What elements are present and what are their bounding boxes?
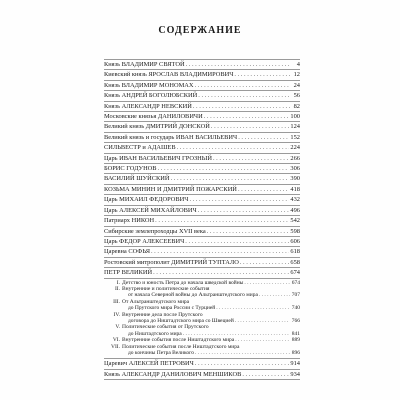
toc-entry-title: Сибирские землепроходцы XVII века [104,227,206,235]
leader-dots [177,143,290,152]
page-title: СОДЕРЖАНИЕ [158,25,242,36]
toc-subentry-page: 766 [291,317,300,324]
toc-subentry-page: 740 [291,305,300,312]
toc-entry-page: 496 [290,206,300,214]
leader-dots [235,318,290,324]
toc-entry-page: 542 [290,217,300,225]
toc-entry-page: 152 [290,133,300,141]
toc-subentry-title: Внутренние события после Ништадтского мира [122,337,235,344]
toc-entry-page: 306 [290,165,300,173]
leader-dots [198,91,290,100]
leader-dots [207,227,290,236]
toc-subentry-page: 896 [291,350,300,356]
toc-entry-title: КОЗЬМА МИНИН И ДМИТРИЙ ПОЖАРСКИЙ [104,185,237,193]
leader-dots [153,268,289,277]
leader-dots [213,154,289,163]
toc-entry-page: 658 [290,258,300,266]
leader-dots [195,359,290,368]
leader-dots [195,350,290,356]
toc-entry-title: Царь МИХАИЛ ФЕДОРОВИЧ [104,196,189,204]
toc-entry-title: Великий князь и государь ИВАН ВАСИЛЬЕВИЧ [104,133,238,141]
toc-subentry-number: III. [113,298,120,305]
toc-entry-title: ВАСИЛИЙ ШУЙСКИЙ [104,175,170,183]
toc-entry-page: 418 [290,185,300,193]
toc-subentry-title: Детство и юность Петра до начала шведской войны [122,279,244,286]
toc-entry-title: Царевич АЛЕКСЕЙ ПЕТРОВИЧ [104,360,194,368]
toc-subentry-number: II. [114,285,120,292]
toc-entry[interactable] [104,247,300,256]
toc-entry[interactable] [104,154,300,163]
toc-entry-title: Князь ВЛАДИМИР МОНОМАХ [104,81,194,89]
toc-entry[interactable] [104,216,300,225]
toc-entry[interactable] [104,91,300,100]
leader-dots [240,258,290,267]
leader-dots [195,81,291,90]
toc-subentry-title-continued: до Прутского мира России с Турцией [128,305,216,312]
leader-dots [151,247,289,256]
toc-entry[interactable] [104,81,300,90]
toc-entry-page: 12 [293,71,300,79]
leader-dots [211,122,290,131]
toc-subentry-continuation[interactable] [104,350,300,356]
toc-entry-page: 674 [290,269,300,277]
toc-subentry-number: VI. [112,337,120,344]
toc-entry-page: 266 [290,154,300,162]
toc-entry[interactable] [104,237,300,246]
toc-entry[interactable] [104,102,300,111]
leader-dots [242,370,289,379]
toc-entry[interactable] [104,133,300,142]
toc-entry[interactable] [104,174,300,183]
toc-entry-title: Царевна СОФЬЯ [104,248,150,256]
toc-entry-title: Великий князь ДМИТРИЙ ДОНСКОЙ [104,123,210,131]
toc-entry[interactable] [104,370,300,379]
toc-entry-title: БОРИС ГОДУНОВ [104,165,157,173]
toc-entry[interactable] [104,195,300,204]
leader-dots [185,237,289,246]
toc-entry-page: 56 [293,92,300,100]
toc-entry[interactable] [104,227,300,236]
toc-entry[interactable] [104,112,300,121]
toc-entry-title: Царь ФЕДОР АЛЕКСЕЕВИЧ [104,237,185,245]
separator-line [104,379,300,380]
separator-line [104,278,300,279]
toc-entry-title: Князь АНДРЕЙ БОГОЛЮБСКИЙ [104,92,198,100]
toc-subentry-number: IV. [113,311,120,318]
toc-subentry-page: 674 [291,279,300,286]
toc-entry-title: Патриарх НИКОН [104,217,155,225]
toc-entry-title: ПЕТР ВЕЛИКИЙ [104,269,153,277]
toc-entry-page: 24 [293,81,300,89]
toc-entry-title: Ростовский митрополит ДИМИТРИЙ ТУПТАЛО [104,258,239,266]
toc-entry-page: 606 [290,237,300,245]
toc-entry[interactable] [104,185,300,194]
toc-subentry-title: Внутренние дела после Прутского [122,311,203,318]
toc-entry-page: 82 [293,102,300,110]
leader-dots [259,292,290,298]
toc-subentry-number: I. [116,279,120,286]
toc-subentry-title-continued: от начала Северной войны до Альтранштедтского мира [128,292,258,299]
toc-subentry-number: VII. [111,343,121,350]
leader-dots [204,112,290,121]
leader-dots [171,174,290,183]
leader-dots [155,216,289,225]
toc-subentry-title: От Альтранштедтского мира [122,298,190,305]
toc-entry-page: 618 [290,248,300,256]
toc-entry[interactable] [104,164,300,173]
toc-subentry-title-continued: договора до Ништадтского мира со Швецией [128,317,234,324]
toc-entry[interactable] [104,70,300,79]
leader-dots [244,280,290,286]
leader-dots [198,206,290,215]
toc-entry-page: 4 [296,61,300,68]
toc-subentry-title: Политические события после Ништадтского мира [122,343,240,350]
leader-dots [186,60,290,69]
toc-entry[interactable] [104,60,300,69]
toc-subentry-page: 841 [291,330,300,337]
toc-entry-page: 390 [290,175,300,183]
toc-entry-page: 100 [290,113,300,121]
toc-entry-page: 124 [290,123,300,131]
table-of-contents [104,59,300,380]
toc-entry[interactable] [104,143,300,152]
toc-entry[interactable] [104,206,300,215]
toc-subentry-title: Внутренние и политические события [122,285,210,292]
toc-subentry-page: 707 [291,292,300,299]
toc-subentry-number: V. [115,324,120,331]
toc-subentry-title-continued: до кончины Петра Великого [128,350,194,356]
toc-entry[interactable] [104,122,300,131]
leader-dots [235,337,290,343]
toc-entry[interactable] [104,258,300,267]
toc-entry-title: СИЛЬВЕСТР и АДАШЕВ [104,144,176,152]
toc-entry-title: Киевский князь ЯРОСЛАВ ВЛАДИМИРОВИЧ [104,71,234,79]
toc-entry-title: Царь АЛЕКСЕЙ МИХАЙЛОВИЧ [104,206,197,214]
toc-entry-title: Князь АЛЕКСАНДР ДАНИЛОВИЧ МЕНШИКОВ [104,370,242,378]
toc-subentry-page: 889 [291,337,300,344]
toc-subentry-title: Политические события от Прутского [122,324,209,331]
leader-dots [189,195,289,204]
toc-subentry-title-continued: до Ништадтского мира [128,330,182,337]
leader-dots [158,164,290,173]
leader-dots [193,102,290,111]
leader-dots [216,305,290,311]
toc-entry-page: 598 [290,227,300,235]
toc-entry-title: Князь АЛЕКСАНДР НЕВСКИЙ [104,102,192,110]
toc-entry[interactable] [104,359,300,368]
leader-dots [234,70,290,79]
toc-entry-title: Князь ВЛАДИМИР СВЯТОЙ [104,61,185,68]
toc-entry-page: 934 [290,370,300,378]
toc-entry-page: 432 [290,196,300,204]
toc-entry-title: Царь ИВАН ВАСИЛЬЕВИЧ ГРОЗНЫЙ [104,154,212,162]
toc-entry-page: 224 [290,144,300,152]
leader-dots [238,185,289,194]
toc-entry[interactable] [104,268,300,277]
toc-entry-page: 914 [290,360,300,368]
leader-dots [238,133,289,142]
toc-entry-title: Московские князья ДАНИЛОВИЧИ [104,113,203,121]
